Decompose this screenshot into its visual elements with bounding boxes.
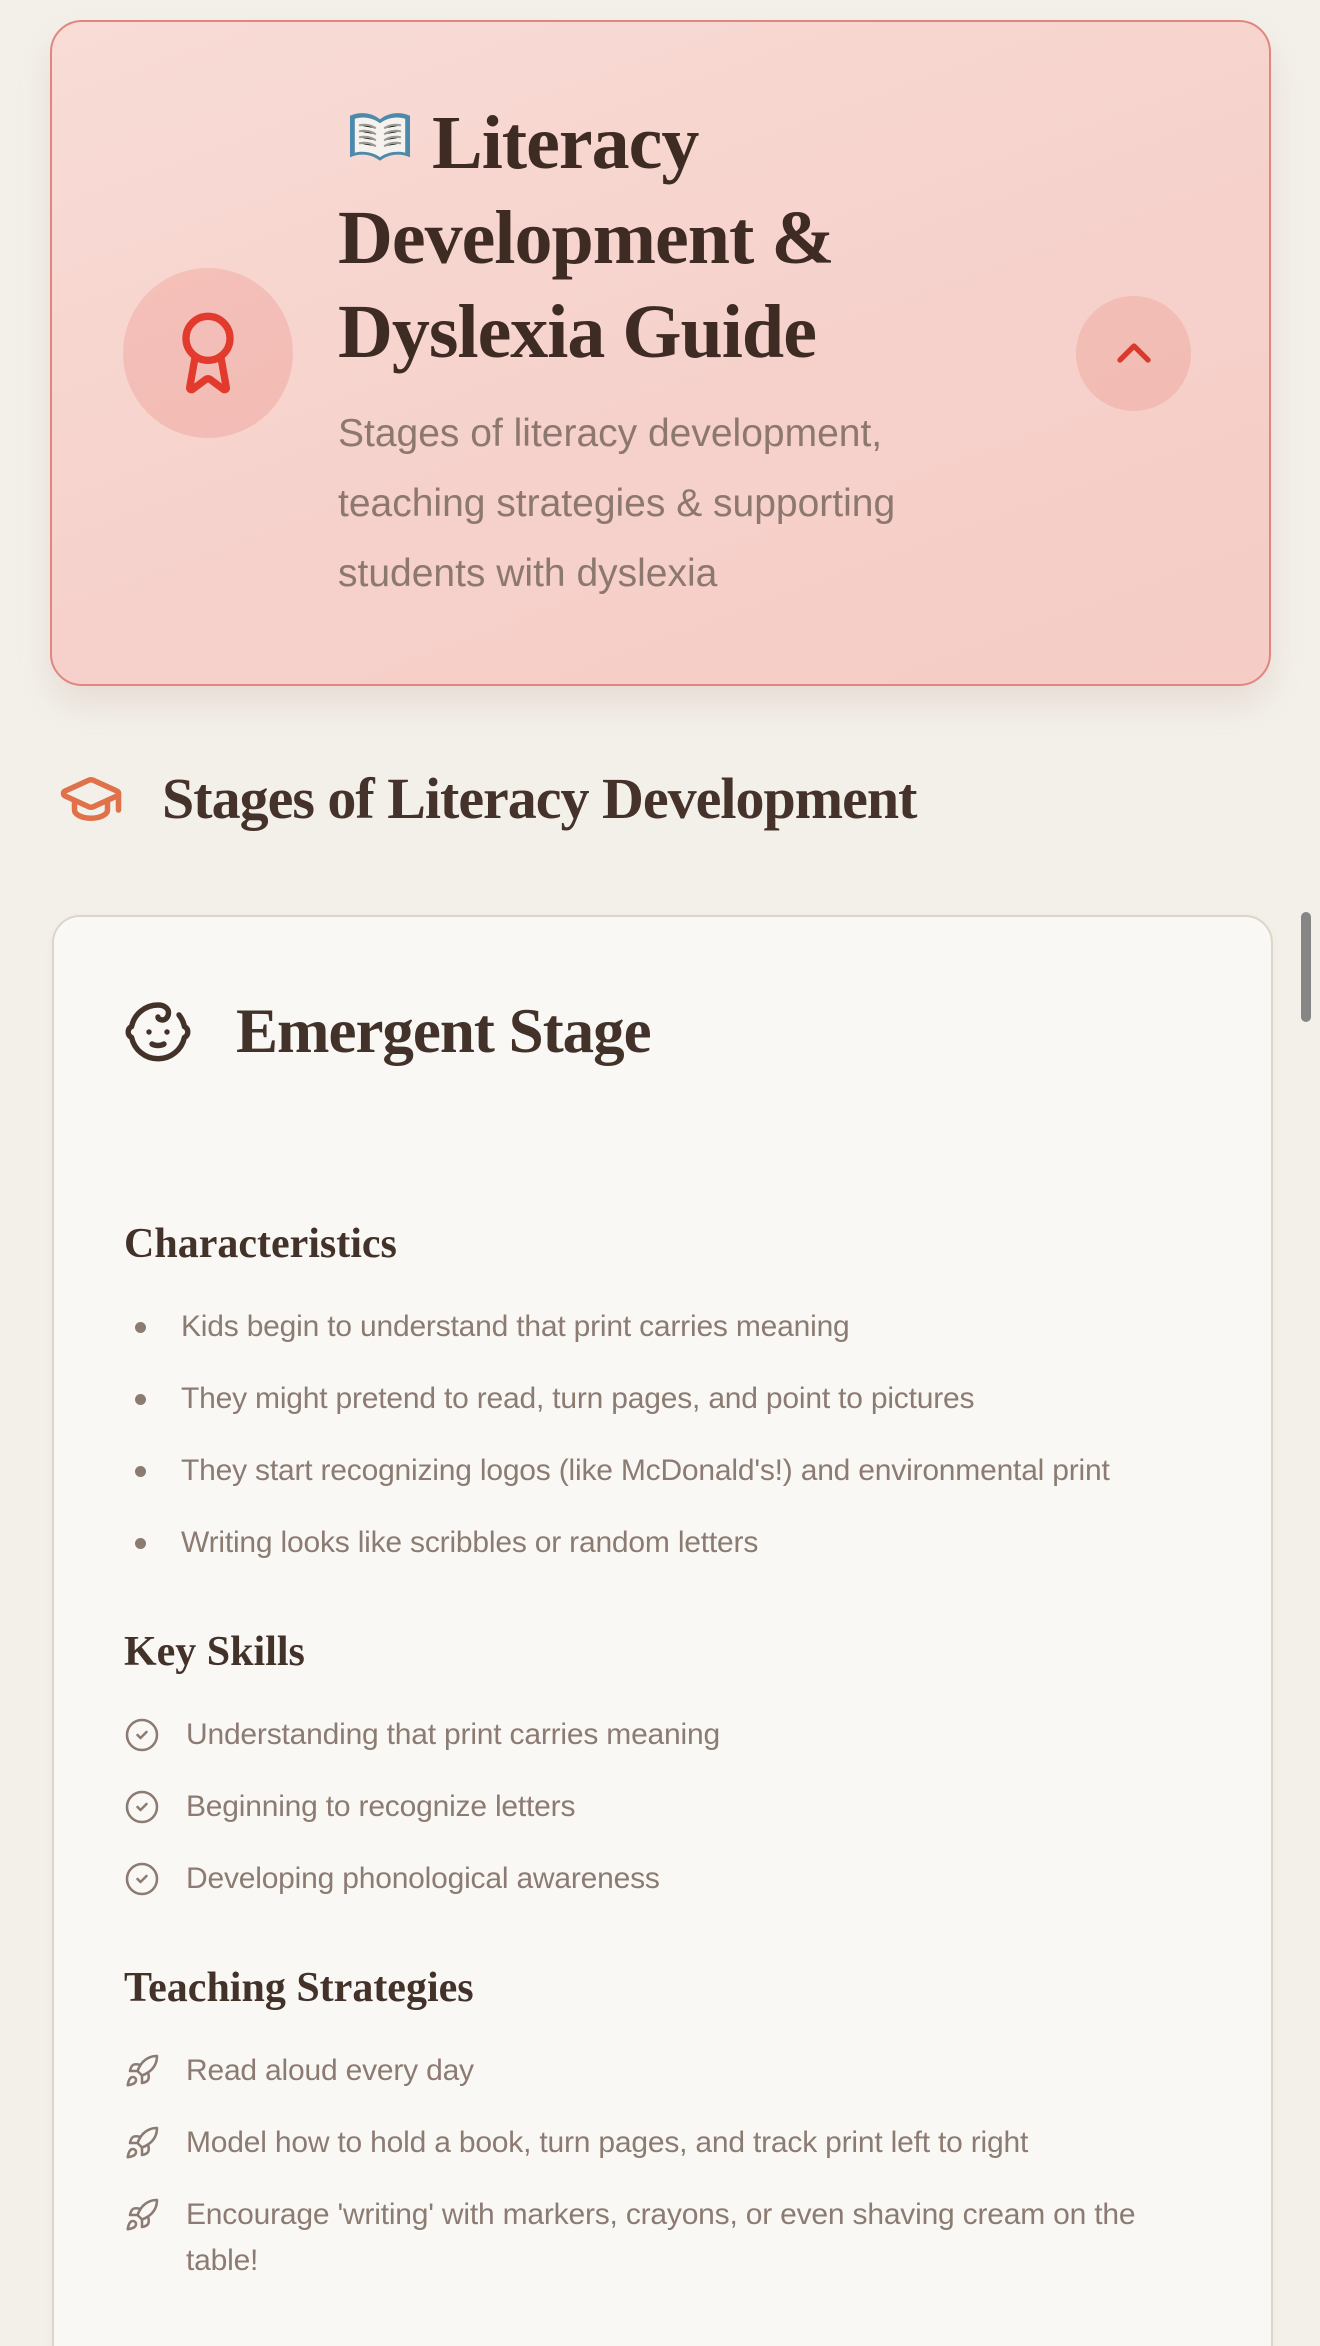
characteristics-list: [122, 1304, 1211, 1566]
list-item: They might pretend to read, turn pages, and point to pictures: [122, 1376, 1211, 1422]
stage-title: Emergent Stage: [236, 996, 651, 1066]
rocket-icon: [124, 2125, 160, 2161]
list-item: Developing phonological awareness: [122, 1856, 1211, 1902]
list-item: Writing looks like scribbles or random letters: [122, 1520, 1211, 1566]
header-card: [50, 20, 1271, 686]
chevron-up-icon: [1106, 325, 1162, 381]
teaching-strategies-heading: Teaching Strategies: [124, 1965, 474, 2012]
scrollbar-thumb[interactable]: [1301, 912, 1311, 1022]
list-item: Read aloud every day: [122, 2048, 1211, 2094]
page-subtitle: Stages of literacy development, teaching strategies & supporting students with dyslexia: [338, 412, 896, 596]
stage-card-emergent: [52, 915, 1273, 2346]
page-title-text: Literacy Development & Dyslexia Guide: [338, 101, 834, 374]
stage-card-header: [122, 995, 1211, 1068]
list-item: They start recognizing logos (like McDonald's!) and environmental print: [122, 1448, 1211, 1494]
section-title: Stages of Literacy Development: [162, 766, 917, 831]
list-item: Beginning to recognize letters: [122, 1784, 1211, 1830]
list-item: Encourage 'writing' with markers, crayons, or even shaving cream on the table!: [122, 2192, 1211, 2284]
section-heading-row: [58, 765, 916, 832]
rocket-icon: [124, 2197, 160, 2233]
circle-check-icon: [124, 1789, 160, 1825]
characteristics-heading: Characteristics: [124, 1221, 397, 1267]
header-text-block: [338, 96, 1040, 609]
rocket-icon: [124, 2053, 160, 2089]
circle-check-icon: [124, 1861, 160, 1897]
list-item: Kids begin to understand that print carries meaning: [122, 1304, 1211, 1350]
key-skills-heading: Key Skills: [124, 1629, 305, 1676]
collapse-button[interactable]: [1076, 296, 1191, 411]
baby-icon: [122, 996, 194, 1068]
teaching-strategies-list: [122, 2048, 1211, 2284]
award-icon-badge: [123, 268, 293, 438]
list-item: Model how to hold a book, turn pages, and track print left to right: [122, 2120, 1211, 2166]
list-item: Understanding that print carries meaning: [122, 1712, 1211, 1758]
award-icon: [164, 309, 252, 397]
key-skills-list: [122, 1712, 1211, 1902]
graduation-cap-icon: [58, 766, 124, 832]
page-title: [338, 96, 1040, 379]
circle-check-icon: [124, 1717, 160, 1753]
open-book-icon: [338, 102, 422, 174]
